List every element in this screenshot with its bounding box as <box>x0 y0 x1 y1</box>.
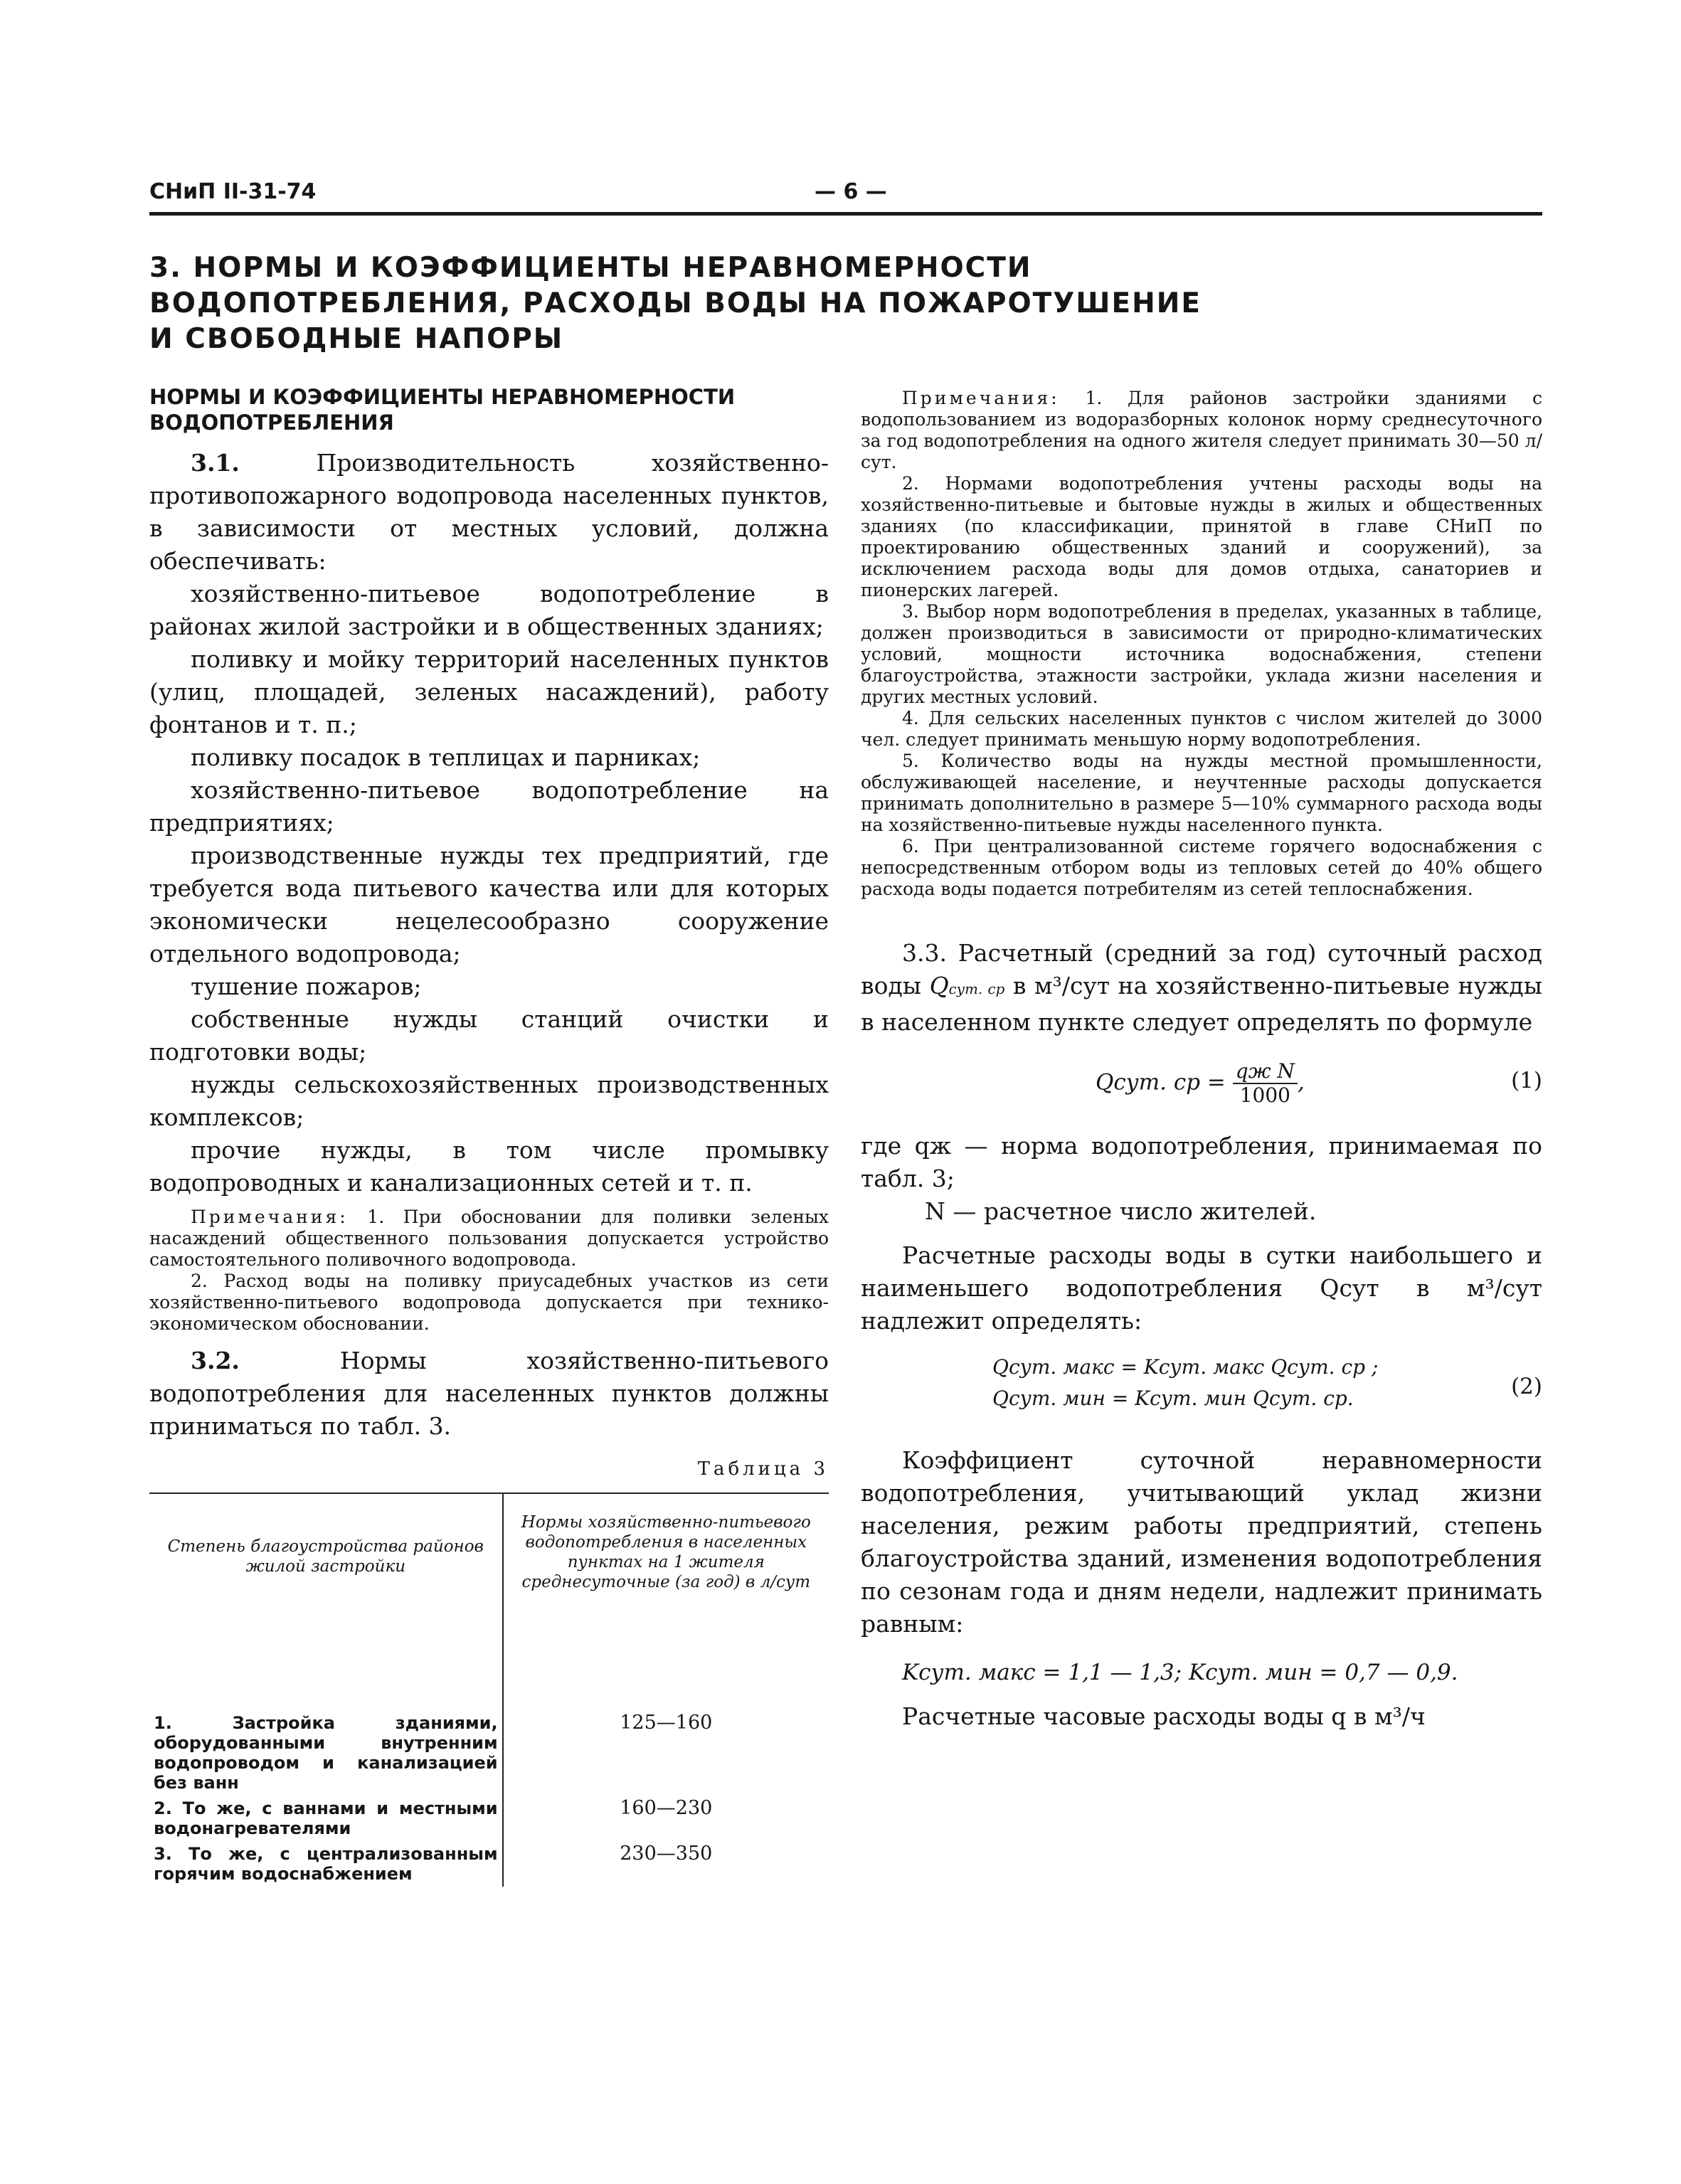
list-item: производственные нужды тех предприятий, где требуется вода питьевого качества или для которых экономически нецелесообразно сооружение отдельного водопровода; <box>149 842 829 968</box>
formula-2 <box>861 1352 1542 1430</box>
table-cell: 3. То же, с централизованным горячим водоснабжением <box>149 1841 503 1887</box>
table-caption: Таблица 3 <box>697 1458 829 1480</box>
section-title-line: 3. НОРМЫ И КОЭФФИЦИЕНТЫ НЕРАВНОМЕРНОСТИ <box>149 252 1032 284</box>
list-item: прочие нужды, в том числе промывку водопроводных и канализационных сетей и т. п. <box>149 1136 829 1197</box>
right-column <box>861 388 1542 1733</box>
clause-text: Нормы хозяйственно-питьевого водопотребления для населенных пунктов должны приниматься по табл. 3. <box>149 1347 829 1440</box>
formula-tail: , <box>1297 1069 1305 1096</box>
notes-label: Примечания: <box>902 388 1060 408</box>
clause-number: 3.2. <box>191 1347 240 1374</box>
symbol-q-avg: Qсут. ср <box>929 972 1005 1000</box>
formula-1 <box>861 1053 1542 1124</box>
note: 6. При централизованной системе горячего водоснабжения с непосредственным отбором воды из тепловых сетей до 40% общего расхода воды подается потребителям из сетей теплоснабжения. <box>861 836 1542 899</box>
clause-3-2 <box>149 1345 829 1443</box>
clause-text: Расчетный (средний за год) суточный расход воды <box>861 939 1542 1000</box>
list-item: нужды сельскохозяйственных производственных комплексов; <box>149 1071 829 1131</box>
note: 3. Выбор норм водопотребления в пределах, указанных в таблице, должен производиться в зависимости от природно-климатических условий, мощности источника водоснабжения, степени благоустройства, этажности застройки, уклада жизни населения и других местных условий. <box>861 601 1542 707</box>
list-item: хозяйственно-питьевое водопотребление на предприятиях; <box>149 776 829 837</box>
fraction <box>1233 1060 1298 1107</box>
equation-number: (2) <box>1511 1374 1542 1399</box>
paragraph: Расчетные расходы воды в сутки наибольшего и наименьшего водопотребления Qсут в м³/сут надлежит определять: <box>861 1241 1542 1335</box>
note: 4. Для сельских населенных пунктов с числом жителей до 3000 чел. следует принимать меньшую норму водопотребления. <box>861 708 1542 750</box>
note-text: 1. При обосновании для поливки зеленых насаждений общественного пользования допускается устройство самостоятельного поливочного водопровода. <box>149 1207 829 1270</box>
clause-text: Производительность хозяйственно-противопожарного водопровода населенных пунктов, в зависимости от местных условий, должна обеспечивать: <box>149 449 829 575</box>
where-line: где qж — норма водопотребления, принимаемая по табл. 3; <box>861 1132 1542 1192</box>
paragraph: Расчетные часовые расходы воды q в м³/ч <box>902 1702 1426 1730</box>
list-item: собственные нужды станций очистки и подготовки воды; <box>149 1005 829 1066</box>
list-item: поливку посадок в теплицах и парниках; <box>191 743 701 771</box>
note: 5. Количество воды на нужды местной промышленности, обслуживающей население, и неучтенные расходы допускается принимать дополнительно в размере 5—10% суммарного расхода воды на хозяйственно-питьевые нужды населенного пункта. <box>861 751 1542 835</box>
formula-line: Qсут. макс = Kсут. макс Qсут. ср ; <box>992 1355 1379 1379</box>
clause-text: в м³/сут на хозяйственно-питьевые нужды в населенном пункте следует определять по формуле <box>861 972 1542 1036</box>
notes-label: Примечания: <box>191 1207 349 1227</box>
section-title-line: ВОДОПОТРЕБЛЕНИЯ, РАСХОДЫ ВОДЫ НА ПОЖАРОТУШЕНИЕ <box>149 287 1202 319</box>
paragraph: Коэффициент суточной неравномерности водопотребления, учитывающий уклад жизни населения, режим работы предприятий, степень благоустройства зданий, изменения водопотребления по сезонам года и дням недели, надлежит принимать равным: <box>861 1446 1542 1638</box>
note-text: 1. Для районов застройки зданиями с водопользованием из водоразборных колонок норму среднесуточного за год водопотребления на одного жителя следует принимать 30—50 л/сут. <box>861 388 1542 472</box>
list-item: тушение пожаров; <box>191 972 422 1000</box>
note <box>149 1207 829 1271</box>
table-cell: 230—350 <box>620 1843 713 1865</box>
table-row <box>149 1693 829 1796</box>
list-item: поливку и мойку территорий населенных пунктов (улиц, площадей, зеленых насаждений), работу фонтанов и т. п.; <box>149 645 829 738</box>
table-header-cell: Степень благоустройства районов жилой застройки <box>149 1493 503 1693</box>
table-cell: 125—160 <box>620 1712 713 1734</box>
clause-number: 3.1. <box>191 449 240 477</box>
fraction-numerator: qж N <box>1233 1060 1298 1084</box>
left-column <box>149 384 829 1887</box>
note <box>861 388 1542 473</box>
section-title-line: И СВОБОДНЫЕ НАПОРЫ <box>149 323 564 355</box>
subsection-title: НОРМЫ И КОЭФФИЦИЕНТЫ НЕРАВНОМЕРНОСТИ ВОДОПОТРЕБЛЕНИЯ <box>149 385 736 435</box>
fraction-denominator: 1000 <box>1239 1083 1290 1107</box>
header-rule <box>149 212 1542 216</box>
formula-line: Qсут. мин = Kсут. мин Qсут. ср. <box>992 1387 1354 1410</box>
clause-number: 3.3. <box>902 939 947 967</box>
note: 2. Нормами водопотребления учтены расходы воды на хозяйственно-питьевые и бытовые нужды в жилых и общественных зданиях (по классификации, принятой в главе СНиП по проектированию общественных зданий и сооружений), за исключением расхода воды для домов отдыха, санаториев и пионерских лагерей. <box>861 473 1542 600</box>
table-cell: 2. То же, с ваннами и местными водонагревателями <box>149 1796 503 1841</box>
clause-3-3 <box>861 937 1542 1039</box>
formula-lhs: Qсут. ср = <box>1096 1069 1226 1096</box>
where-line: N — расчетное число жителей. <box>925 1197 1317 1225</box>
document-code: СНиП II-31-74 <box>149 179 317 204</box>
equation-number: (1) <box>1511 1068 1542 1093</box>
clause-3-1 <box>149 447 829 578</box>
list-item: хозяйственно-питьевое водопотребление в районах жилой застройки и в общественных зданиях; <box>149 580 829 640</box>
table-row <box>149 1796 829 1841</box>
page-number: — 6 — <box>815 179 887 204</box>
table-row <box>149 1841 829 1887</box>
note: 2. Расход воды на поливку приусадебных участков из сети хозяйственно-питьевого водопровода допускается при технико-экономическом обосновании. <box>149 1271 829 1334</box>
table-cell: 1. Застройка зданиями, оборудованными внутренним водопроводом и канализацией без ванн <box>149 1693 503 1796</box>
table-cell: 160—230 <box>620 1797 713 1819</box>
section-title <box>149 250 1501 357</box>
table-header-cell: Нормы хозяйственно-питьевого водопотребления в населенных пунктах на 1 жителя среднесуточные (за год) в л/сут <box>521 1513 811 1591</box>
norms-table <box>149 1493 829 1887</box>
formula-3: Kсут. макс = 1,1 — 1,3; Kсут. мин = 0,7 — 0,9. <box>902 1660 1458 1685</box>
